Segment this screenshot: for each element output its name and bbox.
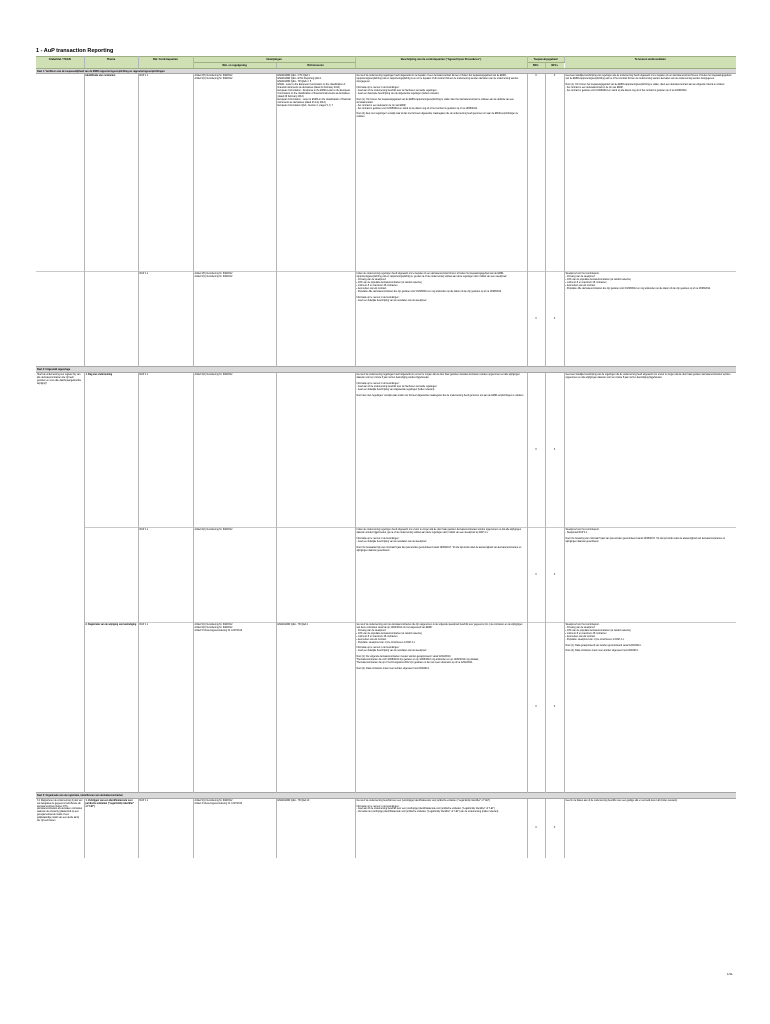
row-nfc-minus: X xyxy=(527,373,545,528)
row-nfc-minus: X xyxy=(527,623,545,793)
header-references: Verwijzingen xyxy=(193,57,355,63)
row-theme: Identificatie van contracten xyxy=(84,74,138,272)
row-description: Indien de onderneming regelingen heeft uitgewerkt om ervoor te zorgen dat de door haar gesloten derivatencontracten worden opgenomen en dat alle wijzigingen daarvan worden bijgehouden, ga na of de onderneming voldoet aan deze regelingen door middel van een steekproef op RAP 4.1. Informatie op te nemen in de bevindingen: - Geef een feitelijke beschrijving van de resultaten van de steekproef. Noot: De bewaartermijn van minimaal 5 jaar kan pas worden gecontroleerd vanaf 16/08/2017. Tot die tijd wordt enkel de aanwezigheid van derivatencontracten en wijzigingen daarvan geverifieerd. xyxy=(356,528,522,552)
row-ref: RAP 1.1 xyxy=(138,528,193,623)
header-scope: Toepassingsgebied xyxy=(527,57,564,63)
row-result: Steekproef voor het controlepunt. - Omvang van de steekproef: ▪ 10% van de populatie derivatencontracten (at random selectie) ▪ minimum 5 en maximum 25 contracten ▪ kenmerken van elk contract. - Populatie: Alle derivatencontracten die zijn gesloten vóór 16/08/2012 en nog uitstonden op die datum of die zijn gesloten op of na 16/08/2012. xyxy=(565,273,711,290)
row-nfc-plus: X xyxy=(545,373,564,528)
row-guidelines: ESMA EMIR Q&A - TR Q&A 10 xyxy=(277,799,310,802)
row-nfc-plus: X xyxy=(545,74,564,272)
row-nfc-plus: X xyxy=(545,623,564,793)
row-result: Geef een feitelijke beschrijving van de regelingen die de onderneming heeft uitgewerkt om ervoor te zorgen dat de door haar gesloten derivatencontracten worden opgenomen en alle wijzigingen daarvan voor ten minste 5 jaar na hun beëindiging bijgehouden. xyxy=(565,373,731,379)
page-title: 1 - AuP transaction Reporting xyxy=(36,48,114,54)
header-nfc-plus: NFC+ xyxy=(545,62,564,68)
row-ref: RAP 1.1 xyxy=(138,373,193,528)
header-ref: Ref. Controlepunten xyxy=(138,57,193,69)
section-intro: Heeft de onderneming een register bij, van alle derivatencontracten die zij heeft gesloten en voor elke daarbij aangebrachte wijziging? xyxy=(37,373,82,385)
row-description: Indien de onderneming regelingen heeft uitgewerkt om te bepalen of een derivatencontract binnen of buiten het toepassingsgebied van de EMIR-rapporteringsverplichting valt en rapporteringsplichtig is, ga dan na of de onderneming voldoet aan deze regelingen door middel van een steekproef: - Omvang van de steekproef: ▪ 10% van de populatie derivatencontracten (at random selectie) ▪ minimum 5 en maximum 25 contracten ▪ kenmerken van elk contract. - Populatie: Alle derivatencontracten die zijn gesloten vóór 16/08/2012 en nog uitstonden op die datum of die zijn gesloten op of na 16/08/2012. Informatie op te nemen in de bevindingen: - Geef een feitelijke beschrijving van de resultaten van de steekproef. xyxy=(356,273,507,302)
row-nfc-minus: X xyxy=(527,528,545,623)
row-theme: 1. Verkrijgen van een identificatiecode voor juridische entiteiten ("Legal Entity Identifier" of "LEI") xyxy=(84,798,138,858)
section-title: Deel 3: Organisatie van de registratie, identificeren van derivatencontracten xyxy=(36,793,736,799)
row-nfc-minus: X xyxy=(527,74,545,272)
row-result: Steekproef voor het controlepunt. - Omvang van de steekproef: ▪ 10% van de populatie derivatencontracten (at random selectie) ▪ minimum 5 en maximum 25 contracten ▪ kenmerken van elk contract. - Populatie: steekproef van 1 (zie omschreven in RAP 4.1. Noot (1): Data gerapporteerd van worden gecontroleerd vanaf 12/02/2014. Noot (2): Data contracten moet meer worden uitgevoerd na 12/02/2014. xyxy=(565,623,642,653)
header-guidelines: Richtsnoeren xyxy=(276,62,355,68)
row-theme: 2. Registratie van de wijziging van beëindiging xyxy=(84,623,138,793)
row-nfc-minus: X xyxy=(527,272,545,367)
row-guidelines: ESMA EMIR Q&A - TR Q&A 4 xyxy=(277,623,308,626)
row-law: Artikel 9(1) Verordening Nr. 648/2012 Artikel 9(2) Verordening Nr. 648/2012 Artikel 5 Uitvoeringsverordening Nr. 1247/2012 xyxy=(194,623,243,632)
row-theme: 1. Dag van onderneming xyxy=(84,373,138,528)
row-nfc-plus: X xyxy=(545,798,564,858)
row-ref: RAP 1.1 xyxy=(138,74,193,272)
section-title: Deel 1: Verifiëren van de toepasselijkheid van de EMIR-rapporteringsverplichting en rapporteringsverplichtingen xyxy=(36,68,736,74)
header-theme: Thema xyxy=(84,57,138,69)
row-result: Geef in de Zaken aan of de onderneming beschikt over een geldige LEI en vermeld deze LEI (indien relevant). xyxy=(565,799,678,802)
header-description: Beschrijving van de controlepunten (“Agreed Upon Procedures”) xyxy=(355,57,527,69)
row-nfc-plus: X xyxy=(545,272,564,367)
section-title: Deel 2: Uitgesteld rapportage xyxy=(36,367,736,373)
section-intro: 3.1 Rapporteren de onderneming zij dan wel via delegaties de gegevens betreffende elk derivatencontract (buiten OTC- derivatencontracten als derivaten contracten waarvan de uitvoering plaatsvindt op een gereglementeerde markt of een gelijkwaardige markt van een derde land) die zij heeft sloten xyxy=(37,799,83,823)
row-result: Geef een feitelijke beschrijving van regelingen die de onderneming heeft uitgewerkt om te bepalen of een derivatencontract binnen of buiten het toepassingsgebied van de EMIR-rapporteringsverplichting valt en of het contract binnen de onderneming werden derivaten van de onderneming werden doorgegeven. Noot (1): Om binnen het toepassingsgebied van de EMIR-rapporteringsverplichting te vallen, dient een derivatencontract aan de volgende criteria te voldoen: - het contract is een derivaatcontract in de zin van EMIR; - het contract is gesloten vóór 16/08/2012 en stond op die datum nog uit of het contract is gesloten op of na 16/08/2012. xyxy=(565,75,732,92)
row-ref: RAP 1.1 xyxy=(138,272,193,367)
row-law: Artikel 2(5) Verordening Nr. 648/2012 Artikel 9(1) Verordening Nr. 648/2012 xyxy=(194,75,233,81)
row-description: Ga na of de onderneming regelingen heeft uitgewerkt om ervoor te zorgen dat de door haar gesloten derivatencontracten worden opgenomen en alle wijzigingen daarvan voor ten minste 5 jaar na hun beëindiging worden bijgehouden. Informatie op te nemen in de bevindingen: - Geef aan of de onderneming beschikt over de hierboven vermelde regelingen. - Geef een feitelijke beschrijving van uitgewerkte regelingen (indien relevant). Noot: Een niet-'regelingen' verwijst naar al dan niet formeel uitgewerkte maatregelen die de onderneming heeft genomen om aan de EMIR-verplichtingen te voldoen. xyxy=(356,373,524,397)
aup-table xyxy=(36,56,736,858)
page-number: 1/11 xyxy=(727,972,733,976)
header-nfc-minus: NFC- xyxy=(527,62,545,68)
row-description: Ga na of de onderneming beschikt over een (voorlopige) identificatiecode voor juridische entiteiten ("Legal Entity Identifier" of "LEI"). Informatie op te nemen in de bevindingen: - Geef aan of de onderneming beschikt over een (voorlopige) identificatiecode voor juridische entiteiten ("Legal Entity Identifier" of "LEI"). - Vermelde de (voorlopige) identificatiecode voor juridische entiteiten ("Legal Entity Identifier" of "LEI") van de onderneming (indien relevant). xyxy=(356,799,499,814)
row-law: Artikel 9(2) Verordening Nr. 648/2012 xyxy=(194,373,233,376)
row-description: Ga na of de onderneming regelingen heeft uitgewerkt om te bepalen of een derivatencontract binnen of buiten het toepassingsgebied van de EMIR-rapporteringsverplichting valt en rapporteringsplichtig is en om te bepalen of dit contract binnen de onderneming werden derivaten van de onderneming werden doorgegeven. Informatie op te nemen in de bevindingen: - Geef aan of de onderneming beschikt over de hierboven vermelde regelingen. - Geef een beknopte beschrijving van de uitgewerkte regelingen (indien relevant). Noot (1): Om binnen het toepassingsgebied van de EMIR-rapporteringsverplichting te vallen dient het derivatencontract te voldoen aan de definitie van een derivaatcontract. - het contract is een derivaat in de zin van EMIR; - het contract is gesloten voor 16/08/2012 en stond op de datum nog uit of het contract is gesloten op of na 16/08/2012. Noot (2): Een niet-'regelingen' verwijst naar al dan niet formeel uitgewerkte maatregelen die de onderneming heeft genomen om aan de EMIR-verplichtingen te voldoen. xyxy=(356,75,519,119)
row-ref: RAP 1.1 xyxy=(138,623,193,793)
header-results: Te leveren eindresultaten xyxy=(564,57,736,69)
row-ref: RAP 1.1 xyxy=(138,798,193,858)
header-subtitle: Ondertitel / TGGN xyxy=(36,57,84,69)
row-nfc-plus: X xyxy=(545,528,564,623)
row-guidelines: ESMA EMIR Q&A - OTC Q&A 1 ESMA EMIR Q&A - ETDs Reporting Q&A 1 ESMA EMIR Q&A - TR Q&A nr. 5 ESMA - Letter to the European Commission on the classification of financial instruments as derivatives (dated 14 February 2014) European Commission - Response to the ESMA Letter to the European Commission on the classification of financial instruments as derivatives (dated 26 February 2014) European Commission - Letter to ESMA on the classification of financial instruments as derivatives (dated 23 July 2014) European Commission Q&A - Section 4, vragen 5, 6, 7 xyxy=(277,75,351,107)
row-description: Ga na of de onderneming voor de derivatencontracten die zijn opgenomen in de volgende steekproef beschikt over gegevens (inc.) de contracten en de wijzigingen van deze contracten vanaf de op 12/02/2014 om het uitgevoerd van EMIR: - Omvang van de steekproef: ▪ 10% van de populatie derivatencontracten (at random selectie) ▪ minimum 5 en maximum 25 contracten ▪ kenmerken van elk contract. - Populatie: steekproef van 1 (zie omschreven in RAP 4.1. Informatie op te nemen in de bevindingen: - Geef een feitelijke beschrijving van de resultaten van de steekproef. Noot (1): De volgende derivatencontracten moeten worden gerapporteerd: vanaf 12/02/2014: *Derivatencontracten die vóór 16/08/2012 zijn gesloten en op 16/08/2012 nog uitstonden en op 12/02/2014 nog uitstaan; *Derivatencontracten die op of na 16 augustus 2012 zijn gesloten en die niet meer uitstonden op of na 12/02/2014. Noot (2): Data contracten moet meer worden uitgevoerd na 12/02/2014. xyxy=(356,623,523,671)
row-result: Steekproef voor het controlepunt. - Steekproef RAP 4.1. Noot: De bewaring van minimaal 5 jaar kan pas worden gecontroleerd vanaf 16/08/2017. Tot die tijd wordt enkel de aanwezigheid van derivatencontracten en wijzigingen daarvan geverifieerd. xyxy=(565,528,726,543)
row-law: Artikel 2(5) Verordening Nr. 648/2012 Artikel 9(1) Verordening Nr. 648/2012 xyxy=(194,273,233,279)
row-law: Artikel 9(1) Verordening Nr. 648/2012 Artikel 3 Uitvoeringsverordening Nr. 1247/2012 xyxy=(194,799,243,805)
row-nfc-minus: X xyxy=(527,798,545,858)
row-law: Artikel 9(2) Verordening Nr. 648/2012 xyxy=(194,528,233,531)
header-law: Wet- en regelgeving xyxy=(193,62,276,68)
